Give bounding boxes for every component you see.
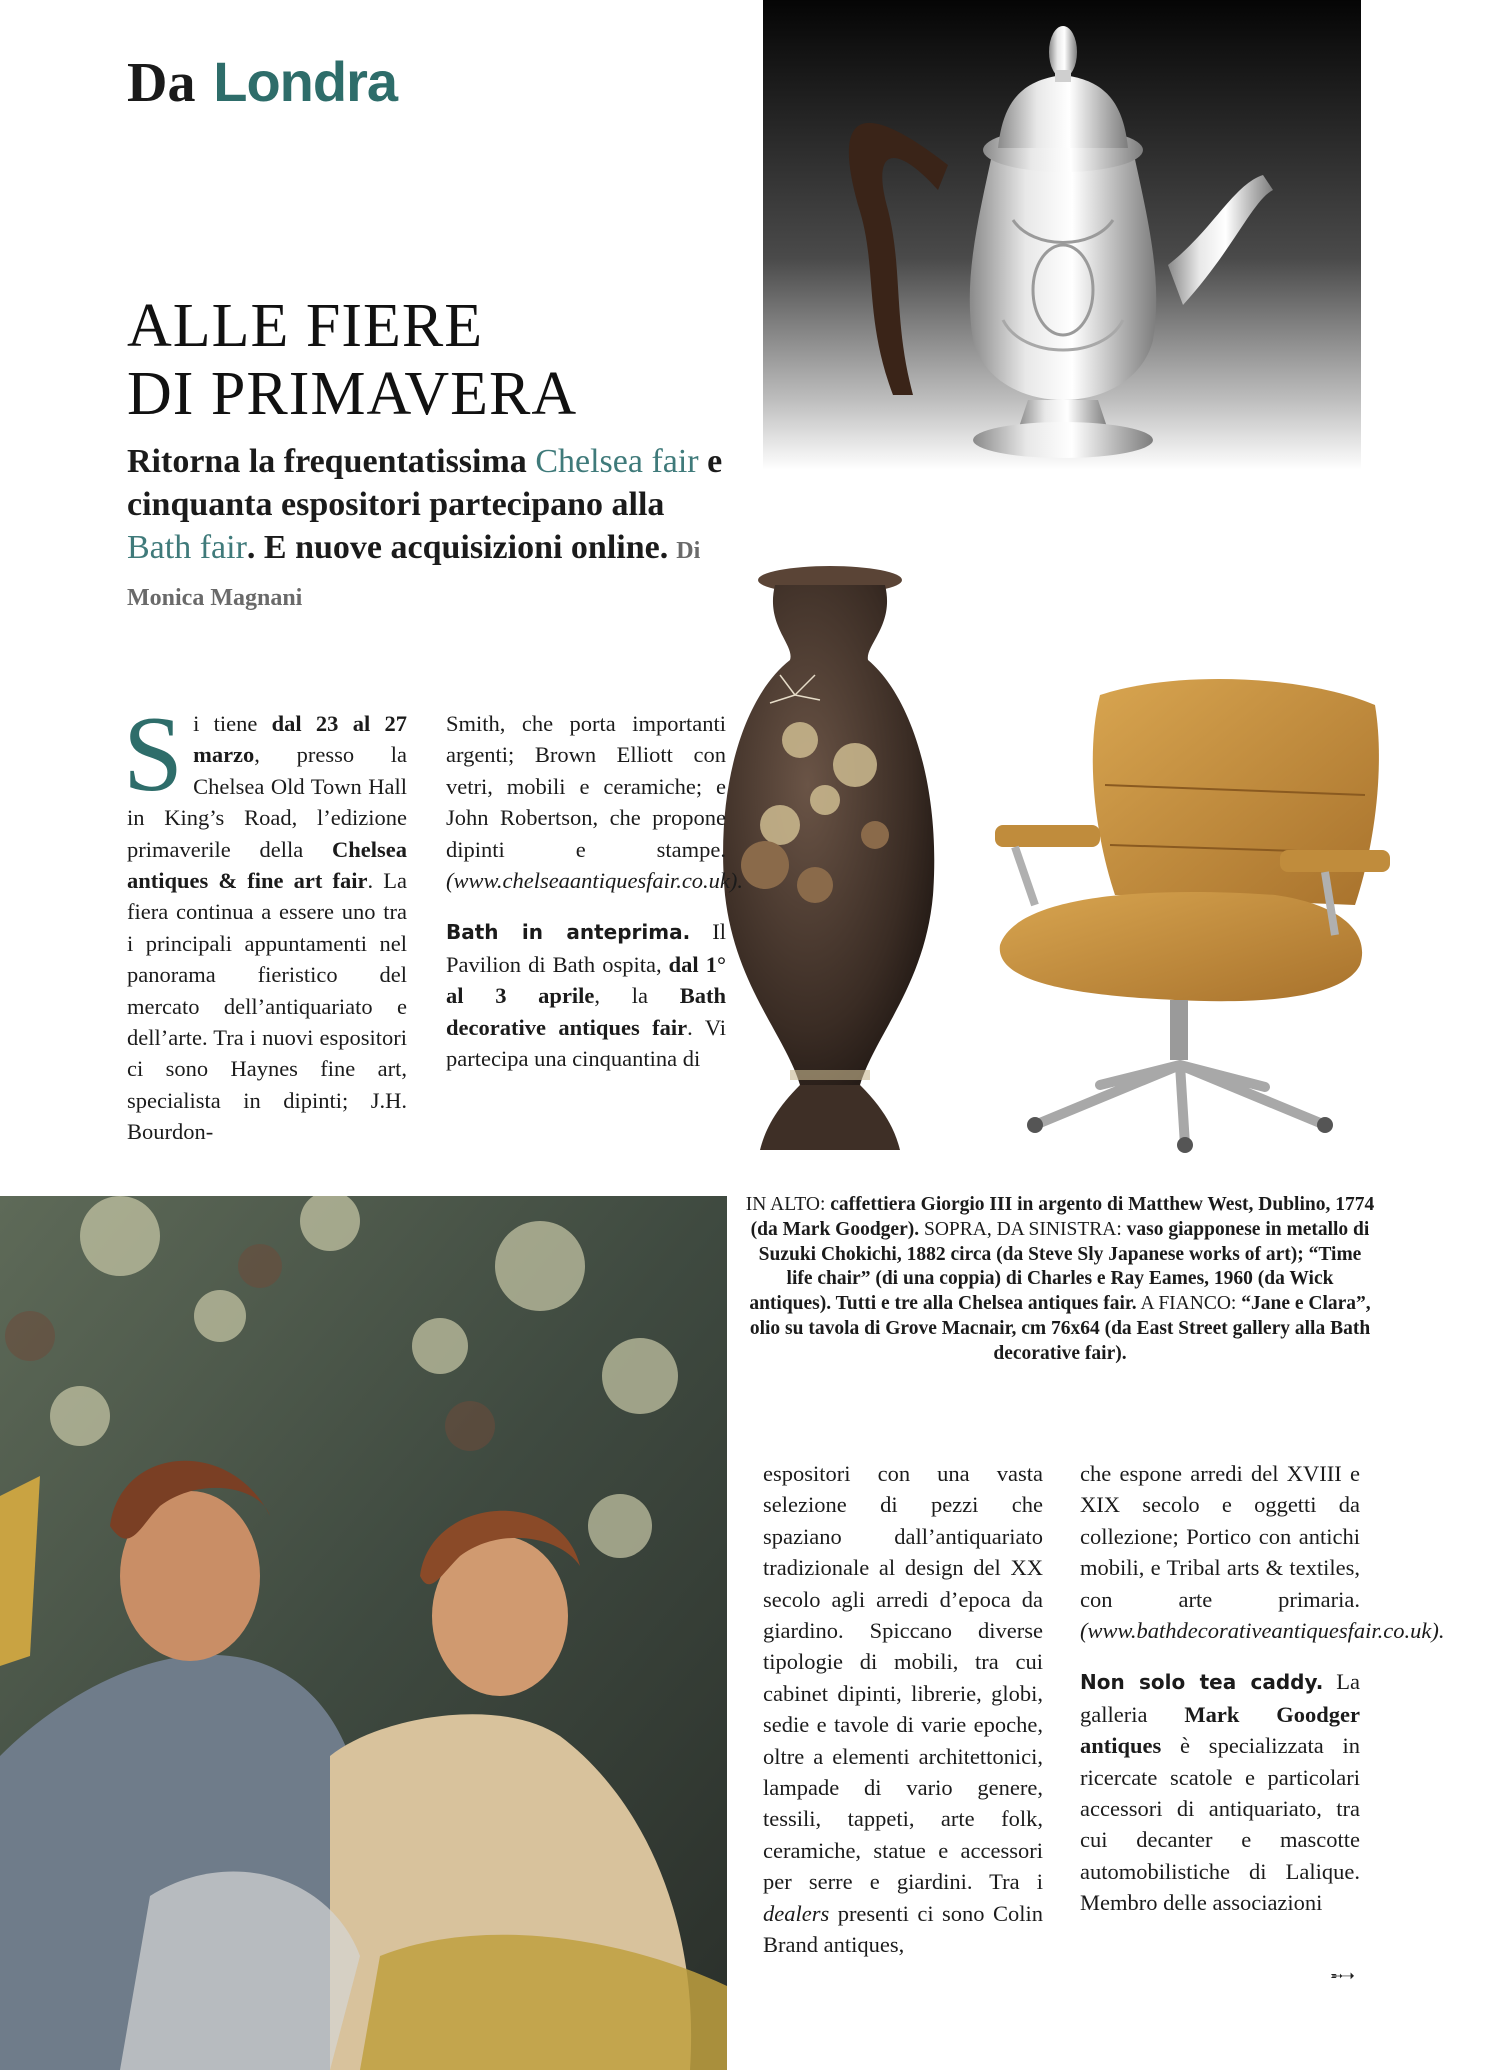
vase-illustration	[705, 565, 950, 1160]
text-run: . La fiera continua a essere uno tra i principali appuntamenti nel panorama fieristico del mercato dell’antiquariato e dell’arte. Tra i nuovi espositori ci sono Haynes fine art, specialista in dipinti; J.H. Bourdon-	[127, 868, 407, 1145]
continue-arrow-icon: ➵➝	[1330, 1966, 1353, 1985]
chelsea-url: (www.chelseaantiquesfair.co.uk).	[446, 868, 744, 894]
text-run: , presso la Chelsea Old Town Hall in King’s Road, l’edizione primaverile della	[127, 742, 407, 862]
text-bold: Mark Goodger antiques	[1080, 1701, 1360, 1759]
text-run: , la	[594, 983, 680, 1009]
standfirst-text-2: e cinquanta espositori partecipano alla	[127, 443, 723, 523]
text-bold: dal 1° al 3 aprile	[446, 951, 727, 1009]
text-run: i tiene	[193, 711, 272, 736]
paragraph-bath-end	[1080, 1458, 1445, 1646]
text-italic: dealers	[763, 1900, 830, 1926]
subhead-bath: Bath in anteprima.	[446, 920, 691, 945]
subhead-tea-caddy: Non solo tea caddy.	[1080, 1670, 1324, 1695]
author-byline: Di Monica Magnani	[127, 538, 701, 611]
text-run: espositori con una vasta selezione di pezzi che spaziano dall’antiquariato tradizionale al design del XX secolo agli arredi d’epoca da giardino. Spiccano diverse tipologie di mobili, tra cui cabinet dipinti, librerie, globi, sedie e tavole di varie epoche, oltre a elementi architettonici, lampade di vario genere, tessili, tappeti, arte folk, ceramiche, statue e accessori per serre e giardini. Tra i	[763, 1461, 1043, 1895]
section-city: Londra	[213, 50, 398, 113]
paragraph-bath	[446, 916, 726, 1074]
caption-label-top: IN ALTO:	[745, 1194, 831, 1215]
title-line-1: ALLE FIERE	[127, 292, 484, 360]
painting-image	[0, 1196, 727, 2070]
caption-label-side: A FIANCO:	[1140, 1293, 1242, 1315]
caption-text-side: “Jane e Clara”, olio su tavola di Grove Macnair, cm 76x64 (da East Street gallery alla Bath decorative fair).	[749, 1293, 1371, 1364]
standfirst	[127, 440, 737, 620]
caption-text-top: caffettiera Giorgio III in argento di Matthew West, Dublino, 1774 (da Mark Goodger).	[750, 1194, 1375, 1240]
text-run: presenti ci sono Colin Brand antiques,	[763, 1900, 1043, 1958]
vase-image	[705, 565, 950, 1160]
drop-cap: S	[123, 695, 184, 814]
paragraph-bath-cont	[763, 1458, 1043, 1961]
bath-url: (www.bathdecorativeantiquesfair.co.uk).	[1080, 1618, 1445, 1644]
body-column-4	[1080, 1458, 1445, 1919]
text-run: che espone arredi del XVIII e XIX secolo e oggetti da collezione; Portico con antichi mobili, e Tribal arts & textiles, con arte primaria.	[1080, 1461, 1360, 1612]
paragraph-chelsea-cont	[446, 708, 744, 896]
text-bold: dal 23 al 27 marzo	[193, 711, 407, 768]
body-column-2	[446, 708, 744, 1074]
paragraph-goodger	[1080, 1666, 1360, 1918]
body-column-1	[123, 695, 407, 1148]
text-bold: Bath decorative antiques fair	[446, 983, 726, 1040]
chair-illustration	[975, 675, 1395, 1175]
text-run: Smith, che porta importanti argenti; Brown Elliott con vetri, mobili e ceramiche; e John Robertson, che propone dipinti e stampe.	[446, 711, 726, 862]
text-run: La galleria	[1080, 1669, 1360, 1727]
image-caption	[745, 1193, 1375, 1367]
coffeepot-image	[763, 0, 1361, 470]
standfirst-text-3: . E nuove acquisizioni online.	[246, 529, 669, 566]
body-column-3	[763, 1458, 1043, 1961]
standfirst-text-1: Ritorna la frequentatissima	[127, 443, 536, 480]
text-bold: Chelsea antiques & fine art fair	[127, 836, 407, 894]
standfirst-bath: Bath fair	[127, 529, 247, 566]
text-run: è specializzata in ricercate scatole e particolari accessori di antiquariato, tra cui decanter e mascotte automobilistiche di Lalique. Membro delle associazioni	[1080, 1733, 1360, 1916]
standfirst-chelsea: Chelsea fair	[535, 443, 699, 480]
section-header	[127, 52, 397, 113]
section-prefix: Da	[127, 52, 196, 114]
coffeepot-illustration	[763, 0, 1361, 470]
painting-illustration	[0, 1196, 727, 2070]
title-line-2: DI PRIMAVERA	[127, 360, 578, 428]
page-title	[127, 292, 727, 428]
caption-label-above: SOPRA, DA SINISTRA:	[919, 1218, 1122, 1240]
text-run: . Vi partecipa una cinquantina di	[446, 1014, 726, 1072]
chair-image	[975, 675, 1395, 1175]
text-run: Il Pavilion di Bath ospita,	[446, 919, 726, 977]
caption-text-above: vaso giapponese in metallo di Suzuki Chokichi, 1882 circa (da Steve Sly Japanese works of art); “Time life chair” (di una coppia) di Charles e Ray Eames, 1960 (da Wick antiques). Tutti e tre alla Chelsea antiques fair.	[749, 1218, 1370, 1315]
